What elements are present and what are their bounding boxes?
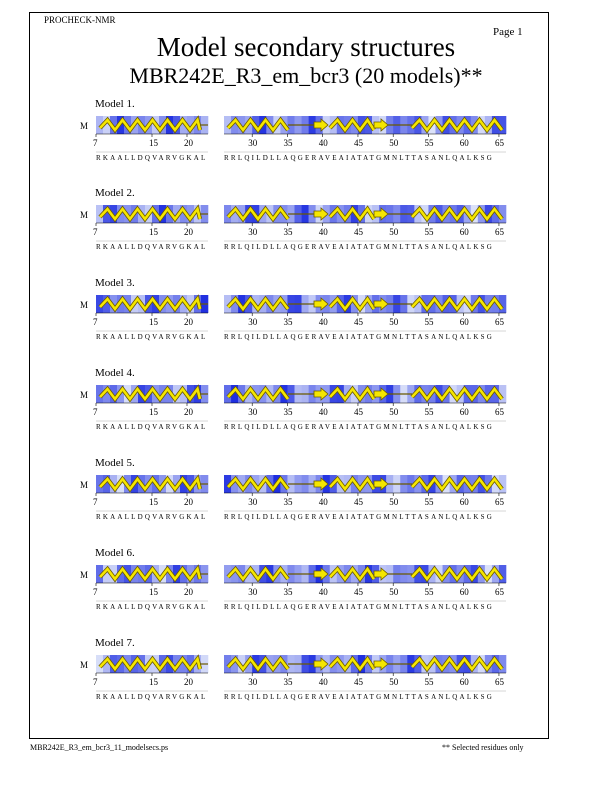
start-marker: M bbox=[80, 570, 89, 580]
tick-label: 20 bbox=[184, 587, 193, 597]
secondary-structure-track bbox=[80, 385, 520, 425]
start-marker: M bbox=[80, 390, 89, 400]
tick-label: 15 bbox=[149, 497, 158, 507]
tick-label: 20 bbox=[184, 407, 193, 417]
secondary-structure-track bbox=[80, 475, 520, 515]
secondary-structure-track bbox=[80, 295, 520, 335]
tick-label: 30 bbox=[248, 407, 258, 417]
tick-label: 35 bbox=[283, 317, 293, 327]
tick-label: 55 bbox=[424, 227, 434, 237]
model-block bbox=[0, 277, 612, 359]
secondary-structure-track bbox=[80, 116, 520, 156]
footer-note: ** Selected residues only bbox=[442, 743, 524, 752]
tick-label: 40 bbox=[318, 138, 328, 148]
tick-label: 60 bbox=[459, 407, 469, 417]
tick-label: 45 bbox=[353, 138, 363, 148]
tick-label: 40 bbox=[318, 227, 328, 237]
tick-label: 20 bbox=[184, 497, 193, 507]
tick-label: 50 bbox=[389, 677, 399, 687]
tick-label: 15 bbox=[149, 317, 158, 327]
tick-label: 65 bbox=[494, 138, 504, 148]
tick-label: 30 bbox=[248, 138, 258, 148]
model-block bbox=[0, 457, 612, 539]
model-block bbox=[0, 187, 612, 269]
sequence-segment-1: RKAALLDQVARVGKAL bbox=[96, 154, 208, 162]
tick-label: 7 bbox=[93, 587, 98, 597]
tick-label: 60 bbox=[459, 677, 469, 687]
tick-label: 50 bbox=[389, 497, 399, 507]
sequence-segment-1: RKAALLDQVARVGKAL bbox=[96, 513, 208, 521]
model-label: Model 6. bbox=[95, 547, 135, 559]
tick-label: 7 bbox=[93, 677, 98, 687]
sequence-segment-2: RRLQILDLLAQGERAVEAIATATGMNLTTASANLQALKSG bbox=[224, 513, 495, 521]
tick-label: 30 bbox=[248, 317, 258, 327]
start-marker: M bbox=[80, 480, 89, 490]
tick-label: 7 bbox=[93, 317, 98, 327]
tick-label: 7 bbox=[93, 497, 98, 507]
model-label: Model 5. bbox=[95, 457, 135, 469]
tick-label: 7 bbox=[93, 227, 98, 237]
tick-label: 30 bbox=[248, 497, 258, 507]
tick-label: 20 bbox=[184, 677, 193, 687]
sequence-segment-2: RRLQILDLLAQGERAVEAIATATGMNLTTASANLQALKSG bbox=[224, 243, 495, 251]
model-block bbox=[0, 637, 612, 719]
model-label: Model 2. bbox=[95, 187, 135, 199]
tick-label: 15 bbox=[149, 407, 158, 417]
tick-label: 50 bbox=[389, 317, 399, 327]
start-marker: M bbox=[80, 300, 89, 310]
secondary-structure-track bbox=[80, 655, 520, 695]
secondary-structure-track bbox=[80, 205, 520, 245]
sequence-segment-2: RRLQILDLLAQGERAVEAIATATGMNLTTASANLQALKSG bbox=[224, 423, 495, 431]
tick-label: 45 bbox=[353, 497, 363, 507]
tick-label: 55 bbox=[424, 497, 434, 507]
page-subtitle: MBR242E_R3_em_bcr3 (20 models)** bbox=[129, 63, 483, 88]
model-block bbox=[0, 547, 612, 629]
sequence-segment-2: RRLQILDLLAQGERAVEAIATATGMNLTTASANLQALKSG bbox=[224, 693, 495, 701]
tick-label: 55 bbox=[424, 138, 434, 148]
page-title: Model secondary structures bbox=[156, 32, 456, 62]
tick-label: 60 bbox=[459, 227, 469, 237]
tick-label: 35 bbox=[283, 138, 293, 148]
sequence-segment-2: RRLQILDLLAQGERAVEAIATATGMNLTTASANLQALKSG bbox=[224, 154, 495, 162]
model-label: Model 4. bbox=[95, 367, 135, 379]
tick-label: 65 bbox=[494, 227, 504, 237]
tick-label: 30 bbox=[248, 587, 258, 597]
model-block bbox=[0, 367, 612, 449]
tick-label: 15 bbox=[149, 227, 158, 237]
tick-label: 40 bbox=[318, 677, 328, 687]
start-marker: M bbox=[80, 660, 89, 670]
tick-label: 20 bbox=[184, 227, 193, 237]
tick-label: 55 bbox=[424, 677, 434, 687]
tick-label: 7 bbox=[93, 407, 98, 417]
start-marker: M bbox=[80, 121, 89, 131]
sequence-segment-1: RKAALLDQVARVGKAL bbox=[96, 243, 208, 251]
tick-label: 40 bbox=[318, 497, 328, 507]
sequence-segment-1: RKAALLDQVARVGKAL bbox=[96, 693, 208, 701]
tick-label: 45 bbox=[353, 677, 363, 687]
start-marker: M bbox=[80, 210, 89, 220]
tick-label: 15 bbox=[149, 138, 158, 148]
model-label: Model 3. bbox=[95, 277, 135, 289]
tick-label: 30 bbox=[248, 227, 258, 237]
tick-label: 60 bbox=[459, 587, 469, 597]
model-label: Model 7. bbox=[95, 637, 135, 649]
tick-label: 60 bbox=[459, 497, 469, 507]
model-label: Model 1. bbox=[95, 98, 135, 110]
tick-label: 35 bbox=[283, 677, 293, 687]
tick-label: 65 bbox=[494, 677, 504, 687]
secondary-structure-track bbox=[80, 565, 520, 605]
page-number: Page 1 bbox=[493, 26, 523, 38]
tick-label: 7 bbox=[93, 138, 98, 148]
sequence-segment-1: RKAALLDQVARVGKAL bbox=[96, 333, 208, 341]
footer-filename: MBR242E_R3_em_bcr3_11_modelsecs.ps bbox=[30, 743, 169, 752]
tick-label: 65 bbox=[494, 317, 504, 327]
tick-label: 55 bbox=[424, 587, 434, 597]
sequence-segment-1: RKAALLDQVARVGKAL bbox=[96, 603, 208, 611]
tick-label: 15 bbox=[149, 677, 158, 687]
tick-label: 55 bbox=[424, 317, 434, 327]
tick-label: 35 bbox=[283, 227, 293, 237]
tick-label: 50 bbox=[389, 138, 399, 148]
tick-label: 35 bbox=[283, 587, 293, 597]
tick-label: 50 bbox=[389, 587, 399, 597]
tick-label: 35 bbox=[283, 407, 293, 417]
tick-label: 45 bbox=[353, 407, 363, 417]
tick-label: 65 bbox=[494, 587, 504, 597]
sequence-segment-2: RRLQILDLLAQGERAVEAIATATGMNLTTASANLQALKSG bbox=[224, 333, 495, 341]
tick-label: 60 bbox=[459, 317, 469, 327]
tick-label: 65 bbox=[494, 407, 504, 417]
tick-label: 30 bbox=[248, 677, 258, 687]
tick-label: 40 bbox=[318, 407, 328, 417]
tick-label: 50 bbox=[389, 407, 399, 417]
tick-label: 20 bbox=[184, 317, 193, 327]
tick-label: 45 bbox=[353, 227, 363, 237]
sequence-segment-2: RRLQILDLLAQGERAVEAIATATGMNLTTASANLQALKSG bbox=[224, 603, 495, 611]
tick-label: 15 bbox=[149, 587, 158, 597]
tick-label: 45 bbox=[353, 317, 363, 327]
model-block bbox=[0, 98, 612, 180]
tick-label: 60 bbox=[459, 138, 469, 148]
tick-label: 20 bbox=[184, 138, 193, 148]
tick-label: 35 bbox=[283, 497, 293, 507]
tick-label: 50 bbox=[389, 227, 399, 237]
tick-label: 45 bbox=[353, 587, 363, 597]
program-name: PROCHECK-NMR bbox=[44, 15, 116, 25]
tick-label: 55 bbox=[424, 407, 434, 417]
tick-label: 40 bbox=[318, 587, 328, 597]
tick-label: 65 bbox=[494, 497, 504, 507]
sequence-segment-1: RKAALLDQVARVGKAL bbox=[96, 423, 208, 431]
tick-label: 40 bbox=[318, 317, 328, 327]
